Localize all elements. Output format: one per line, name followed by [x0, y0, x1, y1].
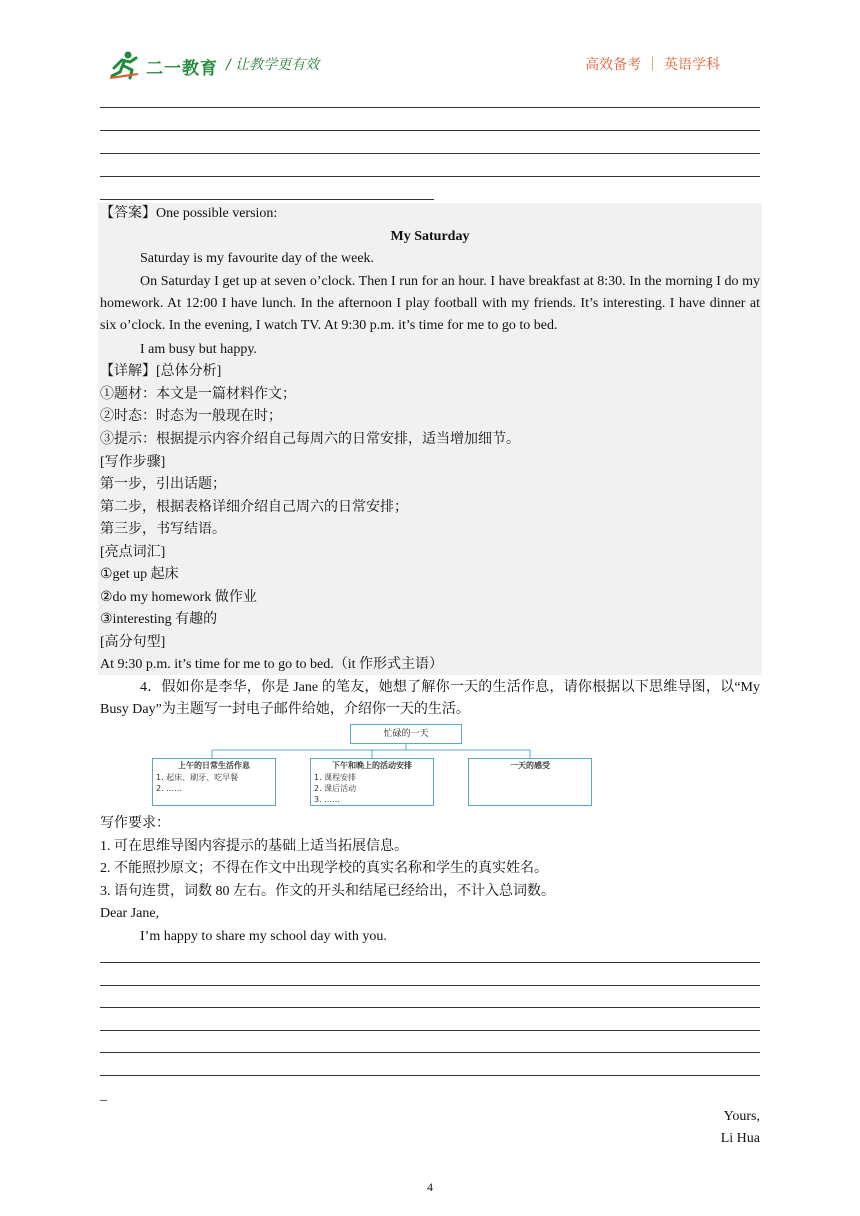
- essay-paragraph-3: I am busy but happy.: [140, 342, 257, 357]
- slogan: / 让教学更有效: [226, 57, 320, 73]
- writing-line: [100, 1007, 760, 1008]
- vocab-line: ①get up 起床: [100, 567, 179, 582]
- mind-map: [150, 724, 594, 810]
- page-header: [100, 44, 760, 84]
- step-line: 第三步，书写结语。: [100, 522, 226, 537]
- writing-line: [100, 1075, 760, 1076]
- writing-line: [100, 1052, 760, 1053]
- sentence-heading: [高分句型]: [100, 635, 166, 650]
- letter-opening: I’m happy to share my school day with you.: [140, 929, 387, 944]
- essay-paragraph-2: On Saturday I get up at seven o’clock. Then I run for an hour. I have breakfast at 8:30. In the morning I do my homework. At 12:00 I have lunch. In the afternoon I play football with my friends. It’s interesting. I have dinner at six o’clock. In the evening, I watch TV. At 9:30 p.m. it’s time for me to go to bed.: [100, 274, 760, 333]
- answer-label: 【答案】One possible version:: [100, 206, 278, 221]
- requirement-line: 2. 不能照抄原文；不得在作文中出现学校的真实名称和学生的真实姓名。: [100, 861, 548, 876]
- analysis-line: ③提示：根据提示内容介绍自己每周六的日常安排，适当增加细节。: [100, 432, 520, 447]
- mind-map-box-afternoon: 下午和晚上的活动安排 1. 课程安排 2. 课后活动 3. ……: [310, 758, 434, 806]
- question-text: 4．假如你是李华，你是 Jane 的笔友，她想了解你一天的生活作息，请你根据以下思维导图，以“My Busy Day”为主题写一封电子邮件给她，介绍你一天的生活。: [100, 680, 760, 717]
- letter-signature: Li Hua: [720, 1131, 760, 1146]
- requirement-line: 1. 可在思维导图内容提示的基础上适当拓展信息。: [100, 839, 408, 854]
- logo: [108, 50, 228, 80]
- mind-map-box-feelings: 一天的感受: [468, 758, 592, 806]
- mind-map-box-morning: 上午的日常生活作息 1. 起床、刷牙、吃早餐 2. ……: [152, 758, 276, 806]
- writing-line: [100, 107, 760, 108]
- step-line: 第二步，根据表格详细介绍自己周六的日常安排；: [100, 500, 408, 515]
- essay-paragraph-1: Saturday is my favourite day of the week.: [140, 251, 375, 266]
- vocab-line: ②do my homework 做作业: [100, 590, 257, 605]
- subject-label: 高效备考 ｜ 英语学科: [585, 57, 720, 73]
- writing-line: [100, 985, 760, 986]
- writing-line: [100, 962, 760, 963]
- step-line: 第一步，引出话题；: [100, 477, 226, 492]
- sentence-line: At 9:30 p.m. it’s time for me to go to bed.（it 作形式主语）: [100, 657, 443, 672]
- analysis-heading: 【详解】[总体分析]: [100, 364, 222, 379]
- writing-line: [100, 130, 760, 131]
- letter-closing: Yours,: [723, 1109, 760, 1124]
- vocab-line: ③interesting 有趣的: [100, 612, 218, 627]
- writing-line: [100, 153, 760, 154]
- letter-greeting: Dear Jane,: [100, 906, 160, 921]
- vocab-heading: [亮点词汇]: [100, 545, 166, 560]
- mind-map-root: 忙碌的一天: [350, 724, 462, 744]
- writing-line: [100, 176, 760, 177]
- essay-title: My Saturday: [390, 229, 470, 244]
- writing-line: [100, 199, 434, 200]
- page-number: 4: [427, 1180, 433, 1194]
- requirements-heading: 写作要求：: [100, 816, 170, 831]
- writing-line: [100, 1030, 760, 1031]
- analysis-line: ①题材：本文是一篇材料作文；: [100, 387, 296, 402]
- writing-line-end: _: [100, 1088, 107, 1103]
- analysis-line: ②时态：时态为一般现在时；: [100, 409, 282, 424]
- requirement-line: 3. 语句连贯，词数 80 左右。作文的开头和结尾已经给出，不计入总词数。: [100, 884, 555, 899]
- steps-heading: [写作步骤]: [100, 455, 166, 470]
- logo-text: 二一教育: [146, 59, 218, 78]
- runner-logo-icon: [108, 50, 144, 80]
